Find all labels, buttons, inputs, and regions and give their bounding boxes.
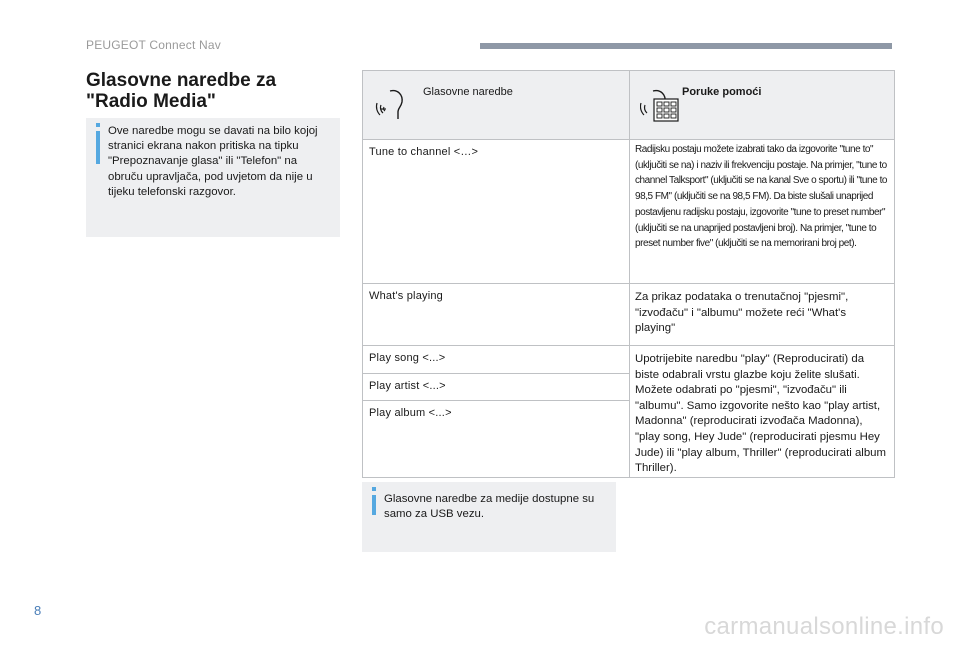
manual-header-title: PEUGEOT Connect Nav <box>86 38 221 52</box>
help-cell: Upotrijebite naredbu "play" (Reproducirati) da biste odabrali vrstu glazbe koju želite slušati. Možete odabrati po "pjesmi", "izvođaču" ili "albumu". Samo izgovorite nešto kao "play artist, Madonna" (reproducirati izvođača Madonna), "play song, Hey Jude" (reproducirati pjesmu Hey Jude) ili "play album, Thriller" (reproducirati album Thriller). <box>630 346 895 478</box>
info-marker-icon <box>372 495 376 515</box>
section-title: Glasovne naredbe za "Radio Media" <box>86 70 277 112</box>
command-cell: Play album <...> <box>363 401 630 478</box>
table-header-help <box>630 71 895 140</box>
info-box-note <box>86 118 340 237</box>
header-divider-bar <box>480 43 892 49</box>
info-note-text: Ove naredbe mogu se davati na bilo kojoj stranici ekrana nakon pritiska na tipku "Prepoznavanje glasa" ili "Telefon" na obruču upravljača, pod uvjetom da nije u tijeku telefonski razgovor. <box>108 125 318 198</box>
table-row <box>363 346 895 374</box>
info-box-note <box>362 482 616 552</box>
table-row <box>363 140 895 284</box>
table-header-commands <box>363 71 630 140</box>
page-number: 8 <box>34 603 42 618</box>
voice-commands-table <box>362 70 895 478</box>
help-cell: Radijsku postaju možete izabrati tako da izgovorite "tune to" (uključiti se na) i naziv ili frekvenciju postaje. Na primjer, "tune to channel Talksport" (uključiti se na kanal Sve o sportu) ili "tune to 98,5 FM" (uključiti se na 98,5 FM). Da biste slušali unaprijed postavljenu radijsku postaju, izgovorite "tune to preset number" (uključiti se na unaprijed postavljeni broj). Na primjer, "tune to preset number five" (uključiti se na memorirani broj pet). <box>630 140 895 284</box>
voice-help-keypad-icon <box>640 85 680 130</box>
help-cell: Za prikaz podataka o trenutačnoj "pjesmi", "izvođaču" i "albumu" možete reći "What's playing" <box>630 284 895 346</box>
command-cell: What's playing <box>363 284 630 346</box>
table-row <box>363 284 895 346</box>
header-label-help: Poruke pomoći <box>682 86 762 98</box>
site-watermark: carmanualsonline.info <box>704 613 944 640</box>
header-label-commands: Glasovne naredbe <box>423 86 513 98</box>
info-note-text: Glasovne naredbe za medije dostupne su samo za USB vezu. <box>384 493 595 521</box>
info-marker-icon <box>96 131 100 164</box>
command-cell: Tune to channel <…> <box>363 140 630 284</box>
command-cell: Play artist <...> <box>363 373 630 401</box>
command-cell: Play song <...> <box>363 346 630 374</box>
voice-command-icon <box>373 85 413 130</box>
